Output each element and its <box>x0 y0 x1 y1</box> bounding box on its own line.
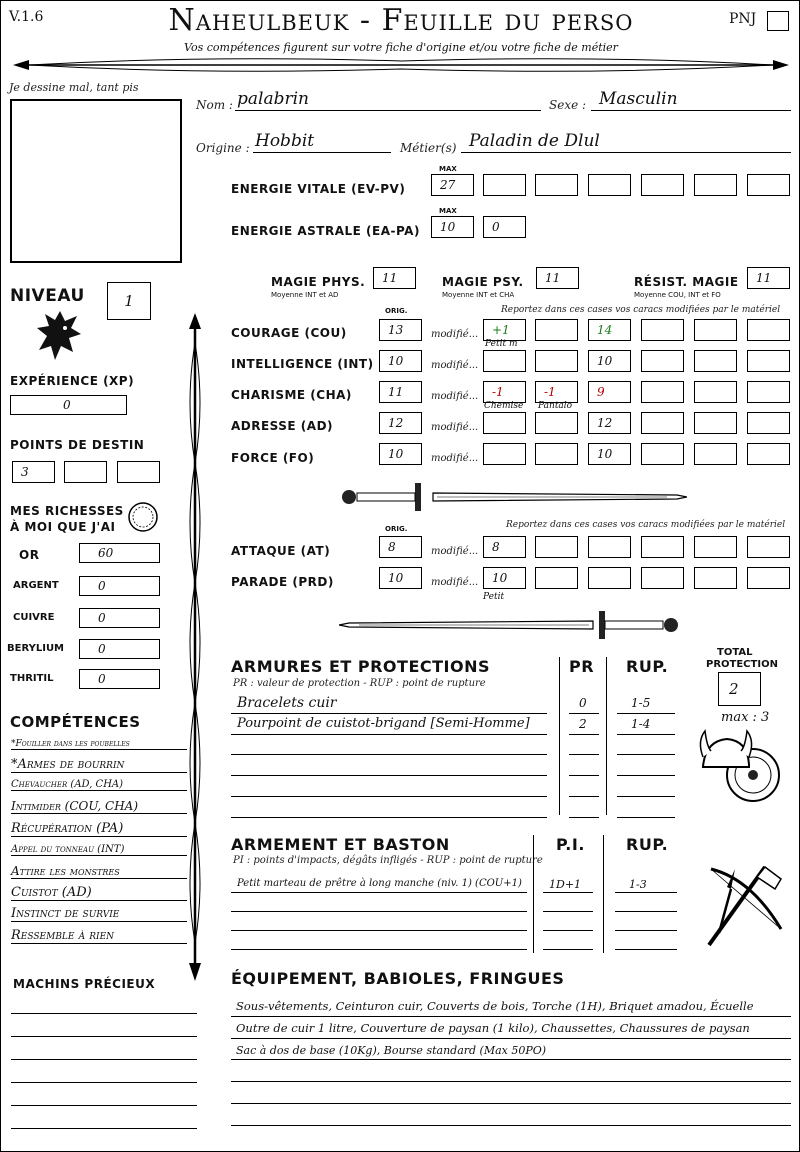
charisme-mod-2[interactable]: -1 <box>535 381 578 403</box>
adresse-mod-1[interactable] <box>483 412 526 434</box>
parade-mod-5[interactable] <box>694 567 737 589</box>
intelligence-mod-6[interactable] <box>747 350 790 372</box>
charisme-label: CHARISME (CHA) <box>231 388 352 402</box>
ea-max-field[interactable]: 10 <box>431 216 474 238</box>
armure-line[interactable] <box>569 713 599 714</box>
skill-item[interactable]: Intimider (COU, CHA) <box>11 799 187 814</box>
niveau-field[interactable]: 1 <box>107 282 151 320</box>
thritil-field[interactable]: 0 <box>79 669 160 689</box>
armure-line[interactable] <box>569 754 599 755</box>
armure-pr: 0 <box>579 696 587 710</box>
armure-line[interactable] <box>617 796 675 797</box>
modifie-label: modifié... <box>431 422 479 433</box>
courage-orig[interactable]: 13 <box>379 319 422 341</box>
resist-magie-field[interactable]: 11 <box>747 267 790 289</box>
adresse-label: ADRESSE (AD) <box>231 419 334 433</box>
helmet-shield-icon <box>695 727 787 813</box>
charisme-mod-2-note: Pantalo <box>538 401 573 411</box>
parade-label: PARADE (PRD) <box>231 575 334 589</box>
arme-name: Petit marteau de prêtre à long manche (niv. 1) (COU+1) <box>237 878 522 889</box>
attaque-mod-5[interactable] <box>694 536 737 558</box>
arme-pi: 1D+1 <box>549 878 582 891</box>
intelligence-mod-1[interactable] <box>483 350 526 372</box>
skill-item[interactable]: *Armes de bourrin <box>11 757 187 773</box>
ev-max-label: MAX <box>439 165 457 173</box>
charisme-mod-3[interactable]: 9 <box>588 381 631 403</box>
arme-line[interactable] <box>543 892 593 893</box>
thritil-label: THRITIL <box>10 673 54 684</box>
ev-box-5[interactable] <box>641 174 684 196</box>
armement-note: PI : points d'impacts, dégâts infligés - RUP : point de rupture <box>233 855 543 866</box>
richesses-label-2: À MOI QUE J'AI <box>10 520 116 534</box>
armures-divider <box>606 657 607 815</box>
metier-label: Métier(s) <box>400 141 457 155</box>
cuivre-label: CUIVRE <box>13 612 55 623</box>
attaque-orig[interactable]: 8 <box>379 536 422 558</box>
armement-divider <box>603 835 604 953</box>
arme-line[interactable] <box>231 892 527 893</box>
armure-line[interactable] <box>617 754 675 755</box>
destin-field[interactable]: 3 <box>12 461 55 483</box>
armures-rup-header: RUP. <box>626 657 669 676</box>
stats-note: Reportez dans ces cases vos caracs modifiées par le matériel <box>501 305 781 315</box>
modifie-label: modifié... <box>431 453 479 464</box>
intelligence-mod-5[interactable] <box>694 350 737 372</box>
magie-psy-label: MAGIE PSY. <box>442 275 524 289</box>
ea-label: ENERGIE ASTRALE (EA-PA) <box>231 224 420 238</box>
armure-line[interactable] <box>231 713 547 714</box>
sexe-label: Sexe : <box>549 98 587 112</box>
or-label: OR <box>19 548 40 562</box>
armures-note: PR : valeur de protection - RUP : point de rupture <box>233 678 486 689</box>
ev-box-6[interactable] <box>694 174 737 196</box>
equipement-line[interactable] <box>231 1016 791 1017</box>
courage-mod-1[interactable]: +1 <box>483 319 526 341</box>
skill-item[interactable]: Cuistot (AD) <box>11 885 187 901</box>
magie-phys-note: Moyenne INT et AD <box>271 291 339 299</box>
armure-name: Bracelets cuir <box>237 695 337 711</box>
machins-line[interactable] <box>11 1105 197 1106</box>
ev-box-2[interactable] <box>483 174 526 196</box>
armure-line[interactable] <box>231 775 547 776</box>
destin-box-2[interactable] <box>64 461 107 483</box>
adresse-mod-4[interactable] <box>641 412 684 434</box>
ev-box-4[interactable] <box>588 174 631 196</box>
arme-line[interactable] <box>615 930 677 931</box>
charisme-mod-1[interactable]: -1 <box>483 381 526 403</box>
total-label-2: PROTECTION <box>706 659 778 670</box>
sword-icon <box>337 481 687 513</box>
skill-item[interactable]: Appel du tonneau (INT) <box>11 844 187 856</box>
intelligence-mod-2[interactable] <box>535 350 578 372</box>
armure-line[interactable] <box>569 734 599 735</box>
machins-line[interactable] <box>11 1013 197 1014</box>
force-orig[interactable]: 10 <box>379 443 422 465</box>
argent-label: ARGENT <box>13 580 59 591</box>
pnj-checkbox[interactable] <box>767 11 789 31</box>
armement-title: ARMEMENT ET BASTON <box>231 835 450 854</box>
intelligence-orig[interactable]: 10 <box>379 350 422 372</box>
intelligence-mod-4[interactable] <box>641 350 684 372</box>
metier-field[interactable]: Paladin de Dlul <box>461 131 791 153</box>
armure-rup: 1-4 <box>631 717 651 731</box>
arme-line[interactable] <box>231 911 527 912</box>
attaque-mod-6[interactable] <box>747 536 790 558</box>
intelligence-label: INTELLIGENCE (INT) <box>231 357 374 371</box>
adresse-mod-3[interactable]: 12 <box>588 412 631 434</box>
force-label: FORCE (FO) <box>231 451 315 465</box>
arme-line[interactable] <box>231 930 527 931</box>
armure-name: Pourpoint de cuistot-brigand [Semi-Homme] <box>237 716 530 731</box>
force-mod-4[interactable] <box>641 443 684 465</box>
armure-line[interactable] <box>231 734 547 735</box>
parade-orig[interactable]: 10 <box>379 567 422 589</box>
machins-line[interactable] <box>11 1128 197 1129</box>
portrait-caption: Je dessine mal, tant pis <box>9 81 139 94</box>
or-field[interactable]: 60 <box>79 543 160 563</box>
force-mod-5[interactable] <box>694 443 737 465</box>
equipement-line[interactable] <box>231 1103 791 1104</box>
armement-rup-header: RUP. <box>626 835 669 854</box>
armure-rup: 1-5 <box>631 696 651 710</box>
armure-line[interactable] <box>617 775 675 776</box>
parade-mod-6[interactable] <box>747 567 790 589</box>
total-label-1: TOTAL <box>717 647 753 658</box>
magie-phys-field[interactable]: 11 <box>373 267 416 289</box>
berylium-field[interactable]: 0 <box>79 639 160 659</box>
skill-item[interactable]: Chevaucher (AD, CHA) <box>11 779 187 791</box>
charisme-mod-1-note: Chemise <box>484 401 524 411</box>
attaque-mod-2[interactable] <box>535 536 578 558</box>
machins-line[interactable] <box>11 1036 197 1037</box>
magie-psy-note: Moyenne INT et CHA <box>442 291 515 299</box>
arme-rup: 1-3 <box>629 878 647 891</box>
magie-psy-field[interactable]: 11 <box>536 267 579 289</box>
armure-line[interactable] <box>231 817 547 818</box>
ea-max-label: MAX <box>439 207 457 215</box>
ea-current-field[interactable]: 0 <box>483 216 526 238</box>
machins-line[interactable] <box>11 1082 197 1083</box>
destin-label: POINTS DE DESTIN <box>10 438 145 452</box>
title-arrow-ornament <box>9 55 793 75</box>
parade-mod-2[interactable] <box>535 567 578 589</box>
sword-icon <box>339 609 683 641</box>
ev-box-3[interactable] <box>535 174 578 196</box>
equipement-line[interactable] <box>231 1059 791 1060</box>
equipement-line-text: Outre de cuir 1 litre, Couverture de paysan (1 kilo), Chaussettes, Chaussures de paysan <box>236 1021 750 1035</box>
adresse-mod-5[interactable] <box>694 412 737 434</box>
armure-line[interactable] <box>617 817 675 818</box>
armement-divider <box>533 835 534 953</box>
ev-box-7[interactable] <box>747 174 790 196</box>
parade-mod-1[interactable]: 10 <box>483 567 526 589</box>
equipement-line[interactable] <box>231 1125 791 1126</box>
origine-label: Origine : <box>196 141 250 155</box>
courage-mod-2[interactable] <box>535 319 578 341</box>
charisme-mod-6[interactable] <box>747 381 790 403</box>
armure-pr: 2 <box>579 717 587 731</box>
modifie-label: modifié... <box>431 391 479 402</box>
skill-item[interactable]: *Fouiller dans les poubelles <box>11 739 187 750</box>
weapons-icon <box>691 859 791 953</box>
skill-item[interactable]: Attire les monstres <box>11 864 187 879</box>
armure-line[interactable] <box>231 754 547 755</box>
courage-mod-6[interactable] <box>747 319 790 341</box>
nom-label: Nom : <box>196 98 233 112</box>
attaque-mod-4[interactable] <box>641 536 684 558</box>
argent-field[interactable]: 0 <box>79 576 160 596</box>
skill-item[interactable]: Ressemble à rien <box>11 928 187 944</box>
armures-title: ARMURES ET PROTECTIONS <box>231 657 490 676</box>
page-title: Naheulbeuk - Feuille du perso <box>168 3 634 38</box>
armure-line[interactable] <box>569 796 599 797</box>
intelligence-mod-3[interactable]: 10 <box>588 350 631 372</box>
courage-mod-1-note: Petit m <box>485 339 518 349</box>
total-protection-field[interactable]: 2 <box>718 672 761 706</box>
armement-pi-header: P.I. <box>556 835 585 854</box>
skill-item[interactable]: Récupération (PA) <box>11 821 187 837</box>
resist-magie-note: Moyenne COU, INT et FO <box>634 291 721 299</box>
equipement-line[interactable] <box>231 1038 791 1039</box>
ev-max-field[interactable]: 27 <box>431 174 474 196</box>
equipement-title: ÉQUIPEMENT, BABIOLES, FRINGUES <box>231 969 565 988</box>
armures-pr-header: PR <box>569 657 595 676</box>
modifie-label: modifié... <box>431 360 479 371</box>
modifie-label: modifié... <box>431 546 479 557</box>
attaque-mod-3[interactable] <box>588 536 631 558</box>
arme-line[interactable] <box>543 930 593 931</box>
competences-title: COMPÉTENCES <box>10 713 141 731</box>
page-subtitle: Vos compétences figurent sur votre fiche d'origine et/ou votre fiche de métier <box>184 41 618 54</box>
arme-line[interactable] <box>615 949 677 950</box>
equipement-line-text: Sous-vêtements, Ceinturon cuir, Couverts de bois, Torche (1H), Briquet amadou, Écuelle <box>236 999 754 1013</box>
arme-line[interactable] <box>543 949 593 950</box>
parade-mod-3[interactable] <box>588 567 631 589</box>
arme-line[interactable] <box>543 911 593 912</box>
force-mod-6[interactable] <box>747 443 790 465</box>
resist-magie-label: RÉSIST. MAGIE <box>634 275 739 289</box>
portrait-frame[interactable] <box>10 99 182 263</box>
courage-mod-4[interactable] <box>641 319 684 341</box>
courage-label: COURAGE (COU) <box>231 326 347 340</box>
arme-line[interactable] <box>231 949 527 950</box>
orig-header: ORIG. <box>385 307 408 315</box>
adresse-mod-2[interactable] <box>535 412 578 434</box>
attaque-mod-1[interactable]: 8 <box>483 536 526 558</box>
equipement-line[interactable] <box>231 1081 791 1082</box>
armure-line[interactable] <box>617 734 675 735</box>
machins-precieux-title: MACHINS PRÉCIEUX <box>13 977 156 991</box>
pnj-label: PNJ <box>729 11 757 27</box>
skill-item[interactable]: Instinct de survie <box>11 906 187 922</box>
armures-divider <box>559 657 560 815</box>
ev-label: ENERGIE VITALE (EV-PV) <box>231 182 406 196</box>
magie-phys-label: MAGIE PHYS. <box>271 275 366 289</box>
charisme-mod-4[interactable] <box>641 381 684 403</box>
parade-mod-1-note: Petit <box>483 592 505 602</box>
staff-ornament <box>183 313 207 983</box>
armure-line[interactable] <box>569 775 599 776</box>
modifie-label: modifié... <box>431 329 479 340</box>
arme-line[interactable] <box>615 892 677 893</box>
charisme-mod-5[interactable] <box>694 381 737 403</box>
destin-box-3[interactable] <box>117 461 160 483</box>
total-protection-max: max : 3 <box>721 710 770 725</box>
combat-note: Reportez dans ces cases vos caracs modifiées par le matériel <box>506 520 786 530</box>
armure-line[interactable] <box>569 817 599 818</box>
courage-mod-5[interactable] <box>694 319 737 341</box>
coin-icon <box>127 501 159 533</box>
niveau-label: NIVEAU <box>10 286 85 306</box>
armure-line[interactable] <box>231 796 547 797</box>
attaque-label: ATTAQUE (AT) <box>231 544 331 558</box>
origine-field[interactable]: Hobbit <box>253 131 391 153</box>
cuivre-field[interactable]: 0 <box>79 608 160 628</box>
parade-mod-4[interactable] <box>641 567 684 589</box>
arme-line[interactable] <box>615 911 677 912</box>
berylium-label: BERYLIUM <box>7 643 65 654</box>
courage-mod-3[interactable]: 14 <box>588 319 631 341</box>
version-label: V.1.6 <box>9 9 44 25</box>
adresse-mod-6[interactable] <box>747 412 790 434</box>
dragon-icon <box>35 306 85 366</box>
richesses-label-1: MES RICHESSES <box>10 504 124 518</box>
equipement-line-text: Sac à dos de base (10Kg), Bourse standard (Max 50PO) <box>236 1044 547 1057</box>
xp-field[interactable]: 0 <box>10 395 127 415</box>
armure-line[interactable] <box>617 713 675 714</box>
sexe-field[interactable]: Masculin <box>591 89 791 111</box>
force-mod-3[interactable]: 10 <box>588 443 631 465</box>
modifie-label: modifié... <box>431 577 479 588</box>
charisme-orig[interactable]: 11 <box>379 381 422 403</box>
force-mod-2[interactable] <box>535 443 578 465</box>
nom-field[interactable]: palabrin <box>235 89 541 111</box>
combat-orig-header: ORIG. <box>385 525 408 533</box>
adresse-orig[interactable]: 12 <box>379 412 422 434</box>
machins-line[interactable] <box>11 1059 197 1060</box>
xp-label: EXPÉRIENCE (XP) <box>10 374 135 388</box>
force-mod-1[interactable] <box>483 443 526 465</box>
